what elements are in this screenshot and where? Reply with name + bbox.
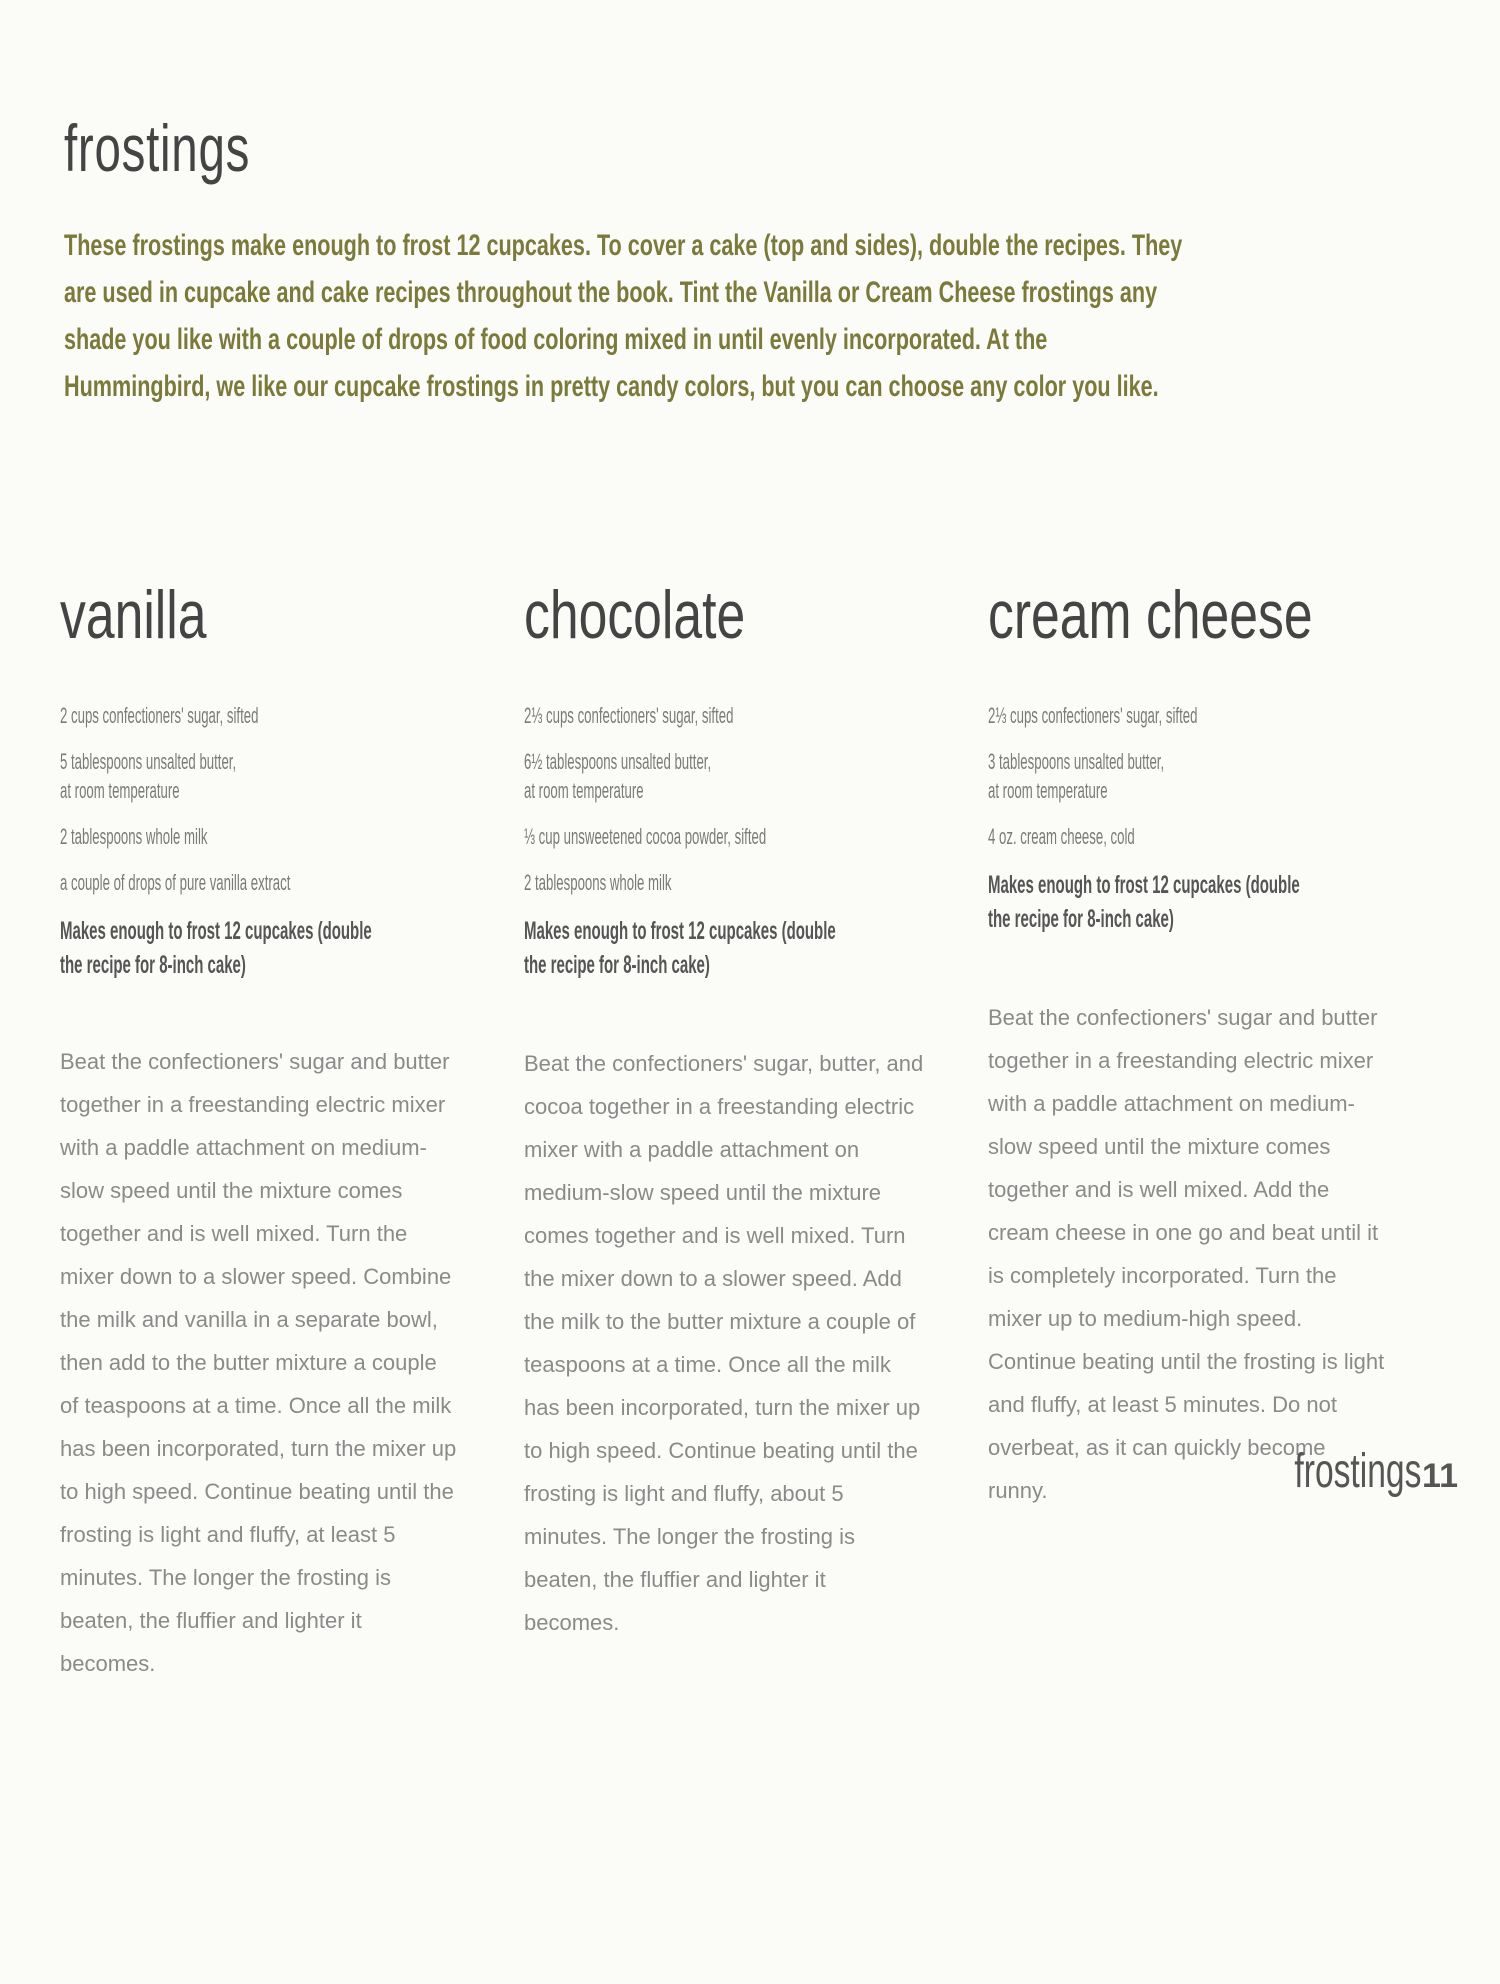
ingredient-item: 5 tablespoons unsalted butter, at room temperature [60, 749, 237, 803]
ingredient-item: 2⅓ cups confectioners' sugar, sifted [524, 703, 734, 728]
ingredient-item: 2 tablespoons whole milk [60, 824, 208, 849]
page-folio [1240, 1444, 1458, 1499]
recipe-title: chocolate [524, 577, 746, 653]
ingredient-item: a couple of drops of pure vanilla extract [60, 870, 291, 895]
recipe-method: Beat the confectioners' sugar and butter together in a freestanding electric mixer with a paddle attachment on medium-slow speed until the mixture comes together and is well mixed. Add the cream cheese in one go and beat until it is completely incorporated. Turn the mixer up to medium-high speed. Continue beating until the frosting is light and fluffy, at least 5 minutes. Do not overbeat, as it can quickly become runny. [988, 1005, 1385, 1503]
ingredient-item: 4 oz. cream cheese, cold [988, 824, 1135, 849]
recipe-yield: Makes enough to frost 12 cupcakes (double the recipe for 8-inch cake) [988, 871, 1300, 933]
folio-section-label: frostings [1294, 1445, 1422, 1498]
page-title: frostings [64, 111, 251, 185]
recipe-title: cream cheese [988, 577, 1313, 653]
ingredient-list [988, 701, 1408, 851]
ingredient-list [60, 701, 480, 897]
recipe-yield: Makes enough to frost 12 cupcakes (double the recipe for 8-inch cake) [60, 917, 372, 979]
recipe-method: Beat the confectioners' sugar and butter together in a freestanding electric mixer with a paddle attachment on medium-slow speed until the mixture comes together and is well mixed. Turn the mixer down to a slower speed. Combine the milk and vanilla in a separate bowl, then add to the butter mixture a couple of teaspoons at a time. Once all the milk has been incorporated, turn the mixer up to high speed. Continue beating until the frosting is light and fluffy, at least 5 minutes. The longer the frosting is beaten, the fluffier and lighter it becomes. [60, 1049, 457, 1676]
recipe-cream-cheese [988, 575, 1408, 1512]
ingredient-item: 2 cups confectioners' sugar, sifted [60, 703, 259, 728]
ingredient-item: 2⅓ cups confectioners' sugar, sifted [988, 703, 1198, 728]
ingredient-item: 3 tablespoons unsalted butter, at room temperature [988, 749, 1165, 803]
recipe-vanilla [60, 575, 480, 1685]
recipe-title: vanilla [60, 577, 207, 653]
recipe-yield: Makes enough to frost 12 cupcakes (double the recipe for 8-inch cake) [524, 917, 836, 979]
intro-paragraph: These frostings make enough to frost 12 cupcakes. To cover a cake (top and sides), double the recipes. They are used in cupcake and cake recipes throughout the book. Tint the Vanilla or Cream Cheese frostings any shade you like with a couple of drops of food coloring mixed in until evenly incorporated. At the Hummingbird, we like our cupcake frostings in pretty candy colors, but you can choose any color you like. [64, 229, 1183, 403]
page-number: 11 [1422, 1457, 1458, 1495]
recipe-method: Beat the confectioners' sugar, butter, and cocoa together in a freestanding electric mixer with a paddle attachment on medium-slow speed until the mixture comes together and is well mixed. Turn the mixer down to a slower speed. Add the milk to the butter mixture a couple of teaspoons at a time. Once all the milk has been incorporated, turn the mixer up to high speed. Continue beating until the frosting is light and fluffy, about 5 minutes. The longer the frosting is beaten, the fluffier and lighter it becomes. [524, 1051, 924, 1635]
recipe-chocolate [524, 575, 944, 1644]
ingredient-item: 2 tablespoons whole milk [524, 870, 672, 895]
ingredient-item: ⅓ cup unsweetened cocoa powder, sifted [524, 824, 767, 849]
ingredient-list [524, 701, 944, 897]
ingredient-item: 6½ tablespoons unsalted butter, at room temperature [524, 749, 712, 803]
